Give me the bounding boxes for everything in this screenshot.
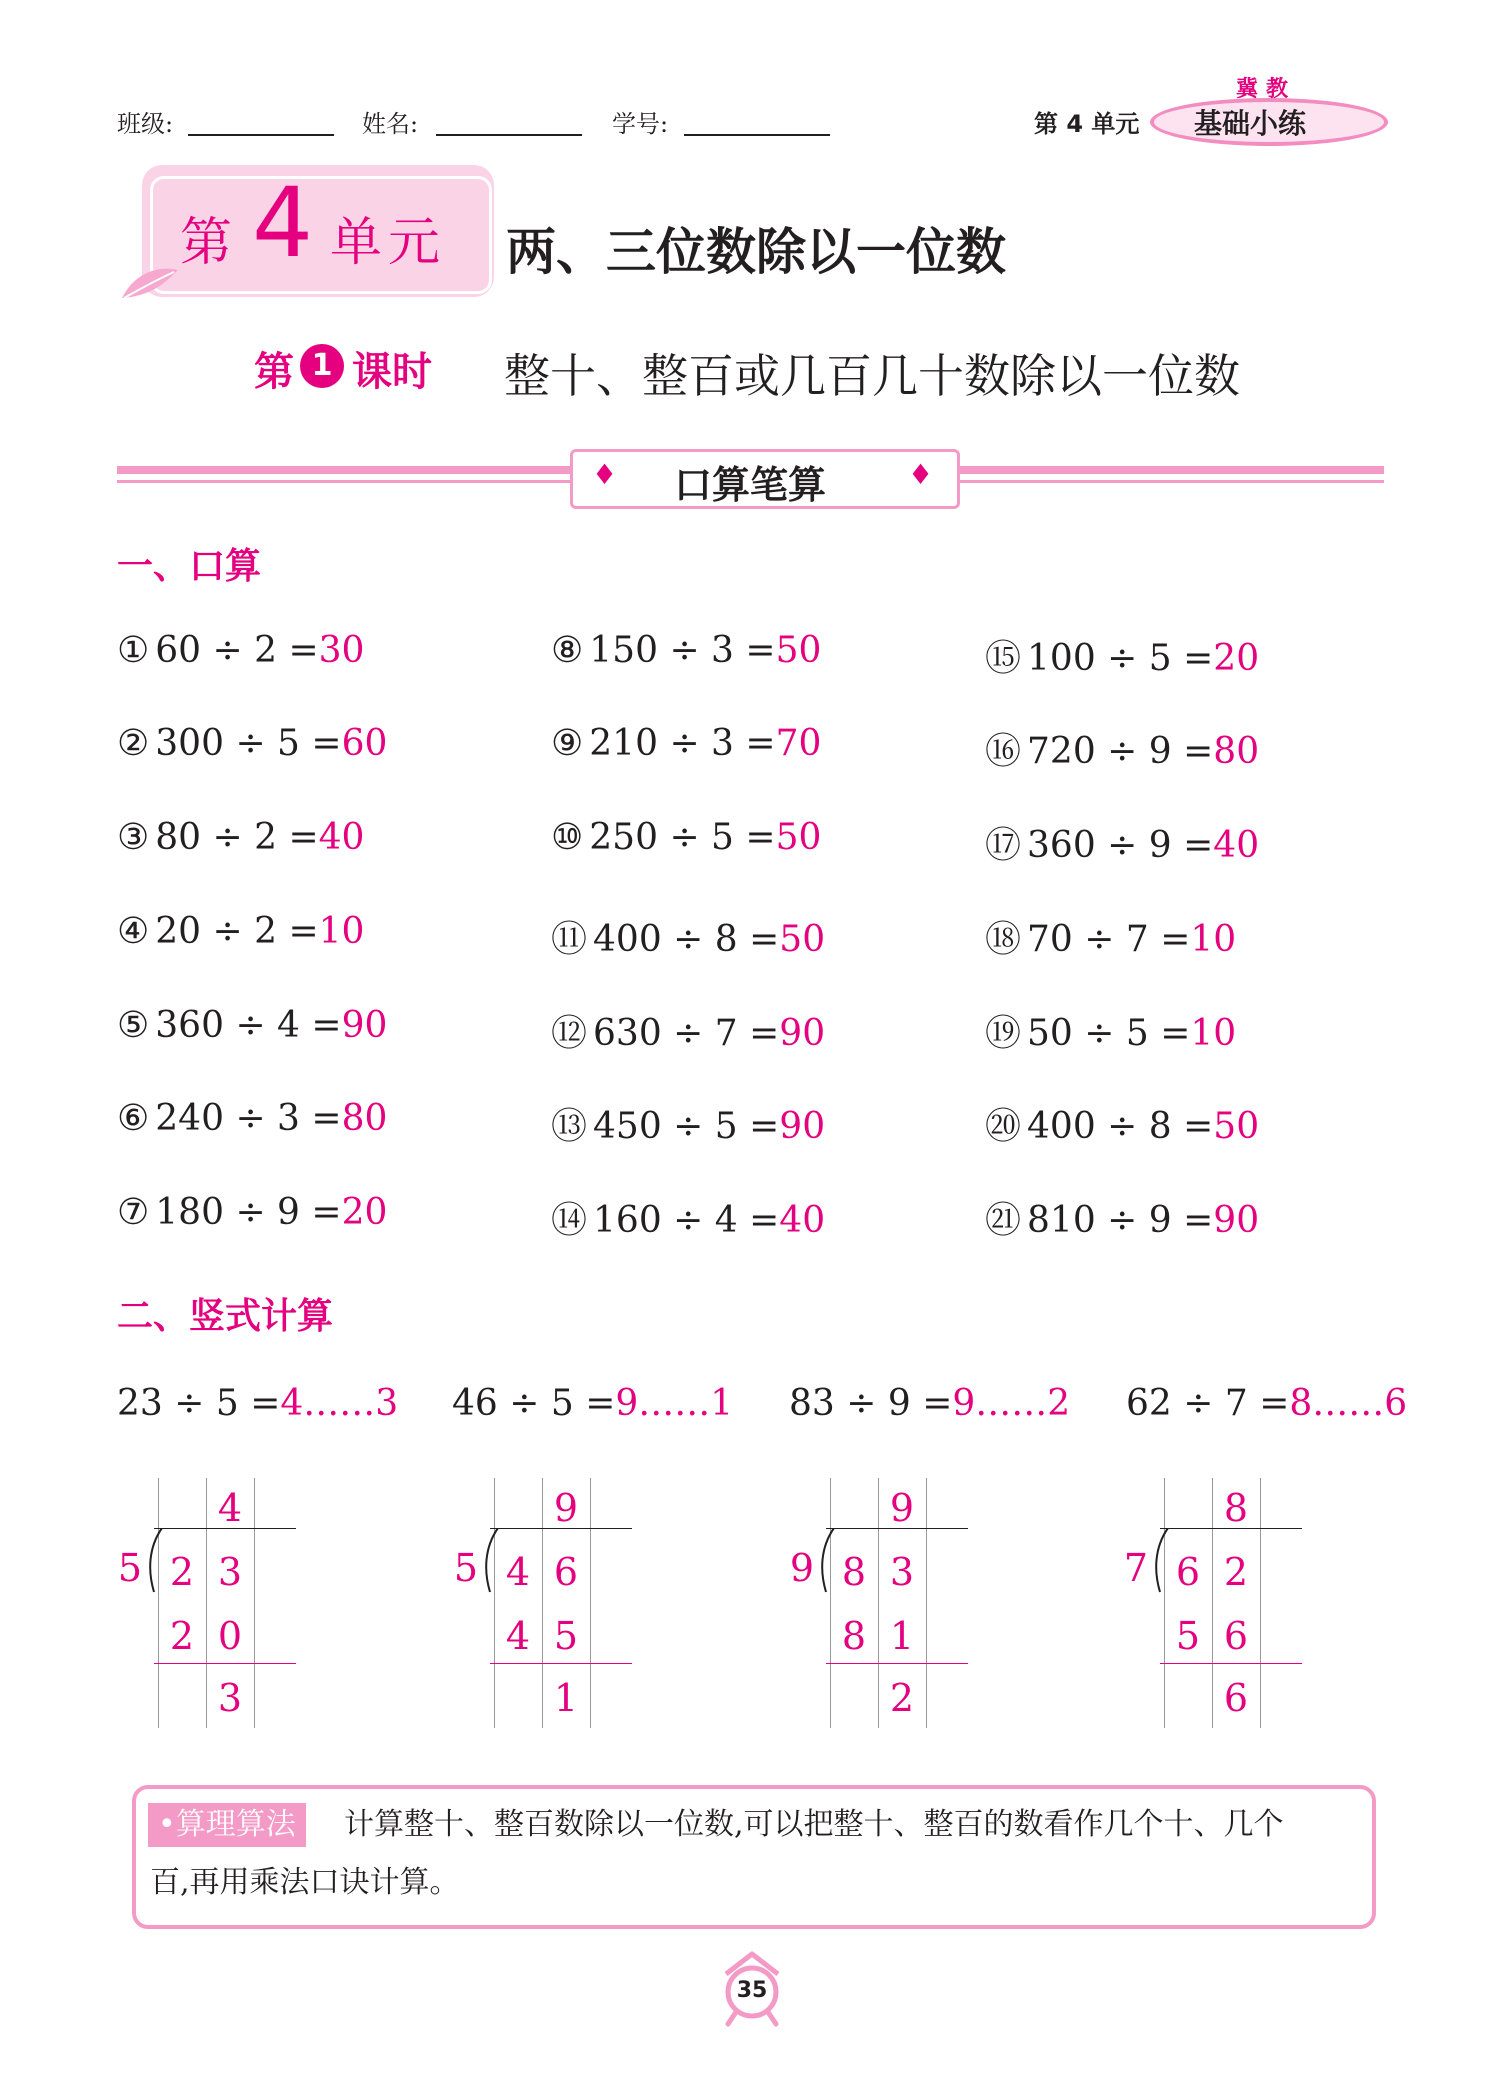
long-division <box>1116 1478 1306 1728</box>
problem-answer: 40 <box>318 817 365 858</box>
dividend-digit: 4 <box>505 1550 531 1594</box>
vertical-equation <box>1126 1383 1407 1424</box>
problem-number: ⑮ <box>985 638 1022 679</box>
part2-heading: 二、竖式计算 <box>117 1296 334 1337</box>
divisor-digit: 9 <box>789 1546 815 1590</box>
diamond-icon: ♦ <box>908 458 934 491</box>
problem-question: 810 ÷ 9 = <box>1027 1200 1214 1241</box>
leaf-icon <box>118 262 182 306</box>
problem-question: 180 ÷ 9 = <box>155 1192 342 1233</box>
problem-question: 450 ÷ 5 = <box>593 1106 780 1147</box>
problem-number: ⑯ <box>985 731 1022 772</box>
dividend-digit: 8 <box>841 1550 867 1594</box>
oral-problem <box>117 911 364 952</box>
problem-answer: 60 <box>341 723 388 764</box>
problem-number: ⑭ <box>551 1200 588 1241</box>
problem-question: 240 ÷ 3 = <box>155 1098 342 1139</box>
quotient-digit: 8 <box>1223 1486 1249 1530</box>
problem-question: 630 ÷ 7 = <box>593 1013 780 1054</box>
dividend-digit: 6 <box>553 1550 579 1594</box>
oral-problem <box>551 630 821 671</box>
long-division <box>782 1478 972 1728</box>
product-digit: 5 <box>1175 1614 1201 1658</box>
vertical-question: 83 ÷ 9 = <box>789 1383 953 1424</box>
dividend-digit: 3 <box>217 1550 243 1594</box>
problem-answer: 50 <box>775 630 822 671</box>
tip-line-1: 计算整十、整百数除以一位数,可以把整十、整百的数看作几个十、几个 <box>344 1807 1284 1842</box>
problem-question: 250 ÷ 5 = <box>589 817 776 858</box>
brand-name: 基础小练 <box>1194 107 1307 140</box>
vertical-answer: 8……6 <box>1289 1383 1408 1424</box>
problem-number: ⑩ <box>551 817 584 858</box>
problem-answer: 30 <box>318 630 365 671</box>
problem-answer: 40 <box>779 1200 826 1241</box>
dividend-digit: 6 <box>1175 1550 1201 1594</box>
problem-number: ⑲ <box>985 1013 1022 1054</box>
problem-answer: 20 <box>341 1192 388 1233</box>
problem-answer: 10 <box>318 911 365 952</box>
oral-problem <box>551 817 821 858</box>
class-label: 班级: <box>117 110 174 138</box>
problem-answer: 70 <box>775 723 822 764</box>
diamond-icon: ♦ <box>592 458 618 491</box>
brand-top: 冀教 <box>1236 77 1297 102</box>
problem-answer: 40 <box>1213 825 1260 866</box>
oral-problem <box>117 1098 387 1139</box>
problem-answer: 10 <box>1190 1013 1237 1054</box>
class-field[interactable] <box>188 106 334 136</box>
vertical-question: 23 ÷ 5 = <box>117 1383 281 1424</box>
problem-answer: 90 <box>779 1106 826 1147</box>
problem-number: ⑰ <box>985 825 1022 866</box>
vertical-equation <box>789 1383 1070 1424</box>
student-number-label: 学号: <box>612 110 669 138</box>
problem-question: 720 ÷ 9 = <box>1027 731 1214 772</box>
problem-question: 100 ÷ 5 = <box>1027 638 1214 679</box>
product-digit: 6 <box>1223 1614 1249 1658</box>
unit-number: 4 <box>252 167 314 279</box>
problem-question: 50 ÷ 5 = <box>1027 1013 1191 1054</box>
vertical-answer: 9……2 <box>952 1383 1071 1424</box>
problem-number: ⑳ <box>985 1106 1022 1147</box>
problem-question: 400 ÷ 8 = <box>593 919 780 960</box>
oral-problem <box>985 817 1259 868</box>
problem-question: 210 ÷ 3 = <box>589 723 776 764</box>
problem-number: ⑧ <box>551 630 584 671</box>
product-digit: 8 <box>841 1614 867 1658</box>
problem-question: 60 ÷ 2 = <box>155 630 319 671</box>
product-digit: 5 <box>553 1614 579 1658</box>
unit-label: 第 4 单元 <box>1034 110 1140 138</box>
problem-number: ① <box>117 630 150 671</box>
quotient-digit: 4 <box>217 1486 243 1530</box>
oral-problem <box>551 911 825 962</box>
problem-answer: 90 <box>1213 1200 1260 1241</box>
problem-number: ⑱ <box>985 919 1022 960</box>
divisor-digit: 5 <box>453 1546 479 1590</box>
problem-question: 70 ÷ 7 = <box>1027 919 1191 960</box>
oral-problem <box>985 1098 1259 1149</box>
oral-problem <box>551 1005 825 1056</box>
problem-question: 360 ÷ 4 = <box>155 1005 342 1046</box>
problem-question: 400 ÷ 8 = <box>1027 1106 1214 1147</box>
oral-problem <box>985 911 1236 962</box>
problem-answer: 90 <box>341 1005 388 1046</box>
name-label: 姓名: <box>362 110 419 138</box>
problem-question: 20 ÷ 2 = <box>155 911 319 952</box>
tip-line-2: 百,再用乘法口诀计算。 <box>150 1865 460 1900</box>
problem-question: 360 ÷ 9 = <box>1027 825 1214 866</box>
oral-problem <box>551 723 821 764</box>
oral-problem <box>985 1192 1259 1243</box>
problem-number: ⑥ <box>117 1098 150 1139</box>
vertical-equation <box>452 1383 733 1424</box>
remainder-digit: 6 <box>1223 1676 1249 1720</box>
problem-question: 80 ÷ 2 = <box>155 817 319 858</box>
problem-answer: 10 <box>1190 919 1237 960</box>
unit-title: 两、三位数除以一位数 <box>506 223 1006 281</box>
lesson-prefix: 第 <box>254 349 294 395</box>
vertical-answer: 9……1 <box>615 1383 734 1424</box>
name-field[interactable] <box>436 106 582 136</box>
lesson-title: 整十、整百或几百几十数除以一位数 <box>504 349 1240 403</box>
dividend-digit: 3 <box>889 1550 915 1594</box>
product-digit: 2 <box>169 1614 195 1658</box>
oral-problem <box>985 1005 1236 1056</box>
section-title: 口算笔算 <box>674 463 827 507</box>
part1-heading: 一、口算 <box>117 546 262 587</box>
problem-answer: 80 <box>1213 731 1260 772</box>
oral-problem <box>551 1098 825 1149</box>
problem-question: 160 ÷ 4 = <box>593 1200 780 1241</box>
problem-answer: 20 <box>1213 638 1260 679</box>
problem-answer: 90 <box>779 1013 826 1054</box>
problem-number: ② <box>117 723 150 764</box>
problem-answer: 50 <box>1213 1106 1260 1147</box>
quotient-digit: 9 <box>553 1486 579 1530</box>
oral-problem <box>985 723 1259 774</box>
oral-problem <box>551 1192 825 1243</box>
problem-answer: 50 <box>775 817 822 858</box>
unit-prefix: 第 <box>180 213 233 273</box>
problem-number: ④ <box>117 911 150 952</box>
vertical-equation <box>117 1383 398 1424</box>
problem-number: ⑤ <box>117 1005 150 1046</box>
remainder-digit: 1 <box>553 1676 579 1720</box>
product-digit: 0 <box>217 1614 243 1658</box>
problem-number: ⑫ <box>551 1013 588 1054</box>
long-division <box>110 1478 300 1728</box>
dividend-digit: 2 <box>1223 1550 1249 1594</box>
lesson-number-badge: 1 <box>300 344 344 388</box>
oral-problem <box>117 817 364 858</box>
problem-number: ⑦ <box>117 1192 150 1233</box>
tip-title: •算理算法 <box>148 1803 306 1847</box>
quotient-digit: 9 <box>889 1486 915 1530</box>
vertical-answer: 4……3 <box>280 1383 399 1424</box>
remainder-digit: 3 <box>217 1676 243 1720</box>
unit-suffix: 单元 <box>330 213 447 273</box>
problem-number: ⑬ <box>551 1106 588 1147</box>
student-number-field[interactable] <box>684 106 830 136</box>
problem-number: ③ <box>117 817 150 858</box>
oral-problem <box>117 1005 387 1046</box>
problem-answer: 80 <box>341 1098 388 1139</box>
problem-question: 300 ÷ 5 = <box>155 723 342 764</box>
dividend-digit: 2 <box>169 1550 195 1594</box>
vertical-question: 62 ÷ 7 = <box>1126 1383 1290 1424</box>
problem-answer: 50 <box>779 919 826 960</box>
product-digit: 4 <box>505 1614 531 1658</box>
divisor-digit: 7 <box>1123 1546 1149 1590</box>
problem-number: ㉑ <box>985 1200 1022 1241</box>
product-digit: 1 <box>889 1614 915 1658</box>
oral-problem <box>117 1192 387 1233</box>
long-division <box>446 1478 636 1728</box>
remainder-digit: 2 <box>889 1676 915 1720</box>
vertical-question: 46 ÷ 5 = <box>452 1383 616 1424</box>
problem-number: ⑨ <box>551 723 584 764</box>
problem-number: ⑪ <box>551 919 588 960</box>
divisor-digit: 5 <box>117 1546 143 1590</box>
lesson-suffix: 课时 <box>352 349 432 395</box>
oral-problem <box>985 630 1259 681</box>
problem-question: 150 ÷ 3 = <box>589 630 776 671</box>
page-number: 35 <box>736 1978 768 2003</box>
oral-problem <box>117 630 364 671</box>
oral-problem <box>117 723 387 764</box>
